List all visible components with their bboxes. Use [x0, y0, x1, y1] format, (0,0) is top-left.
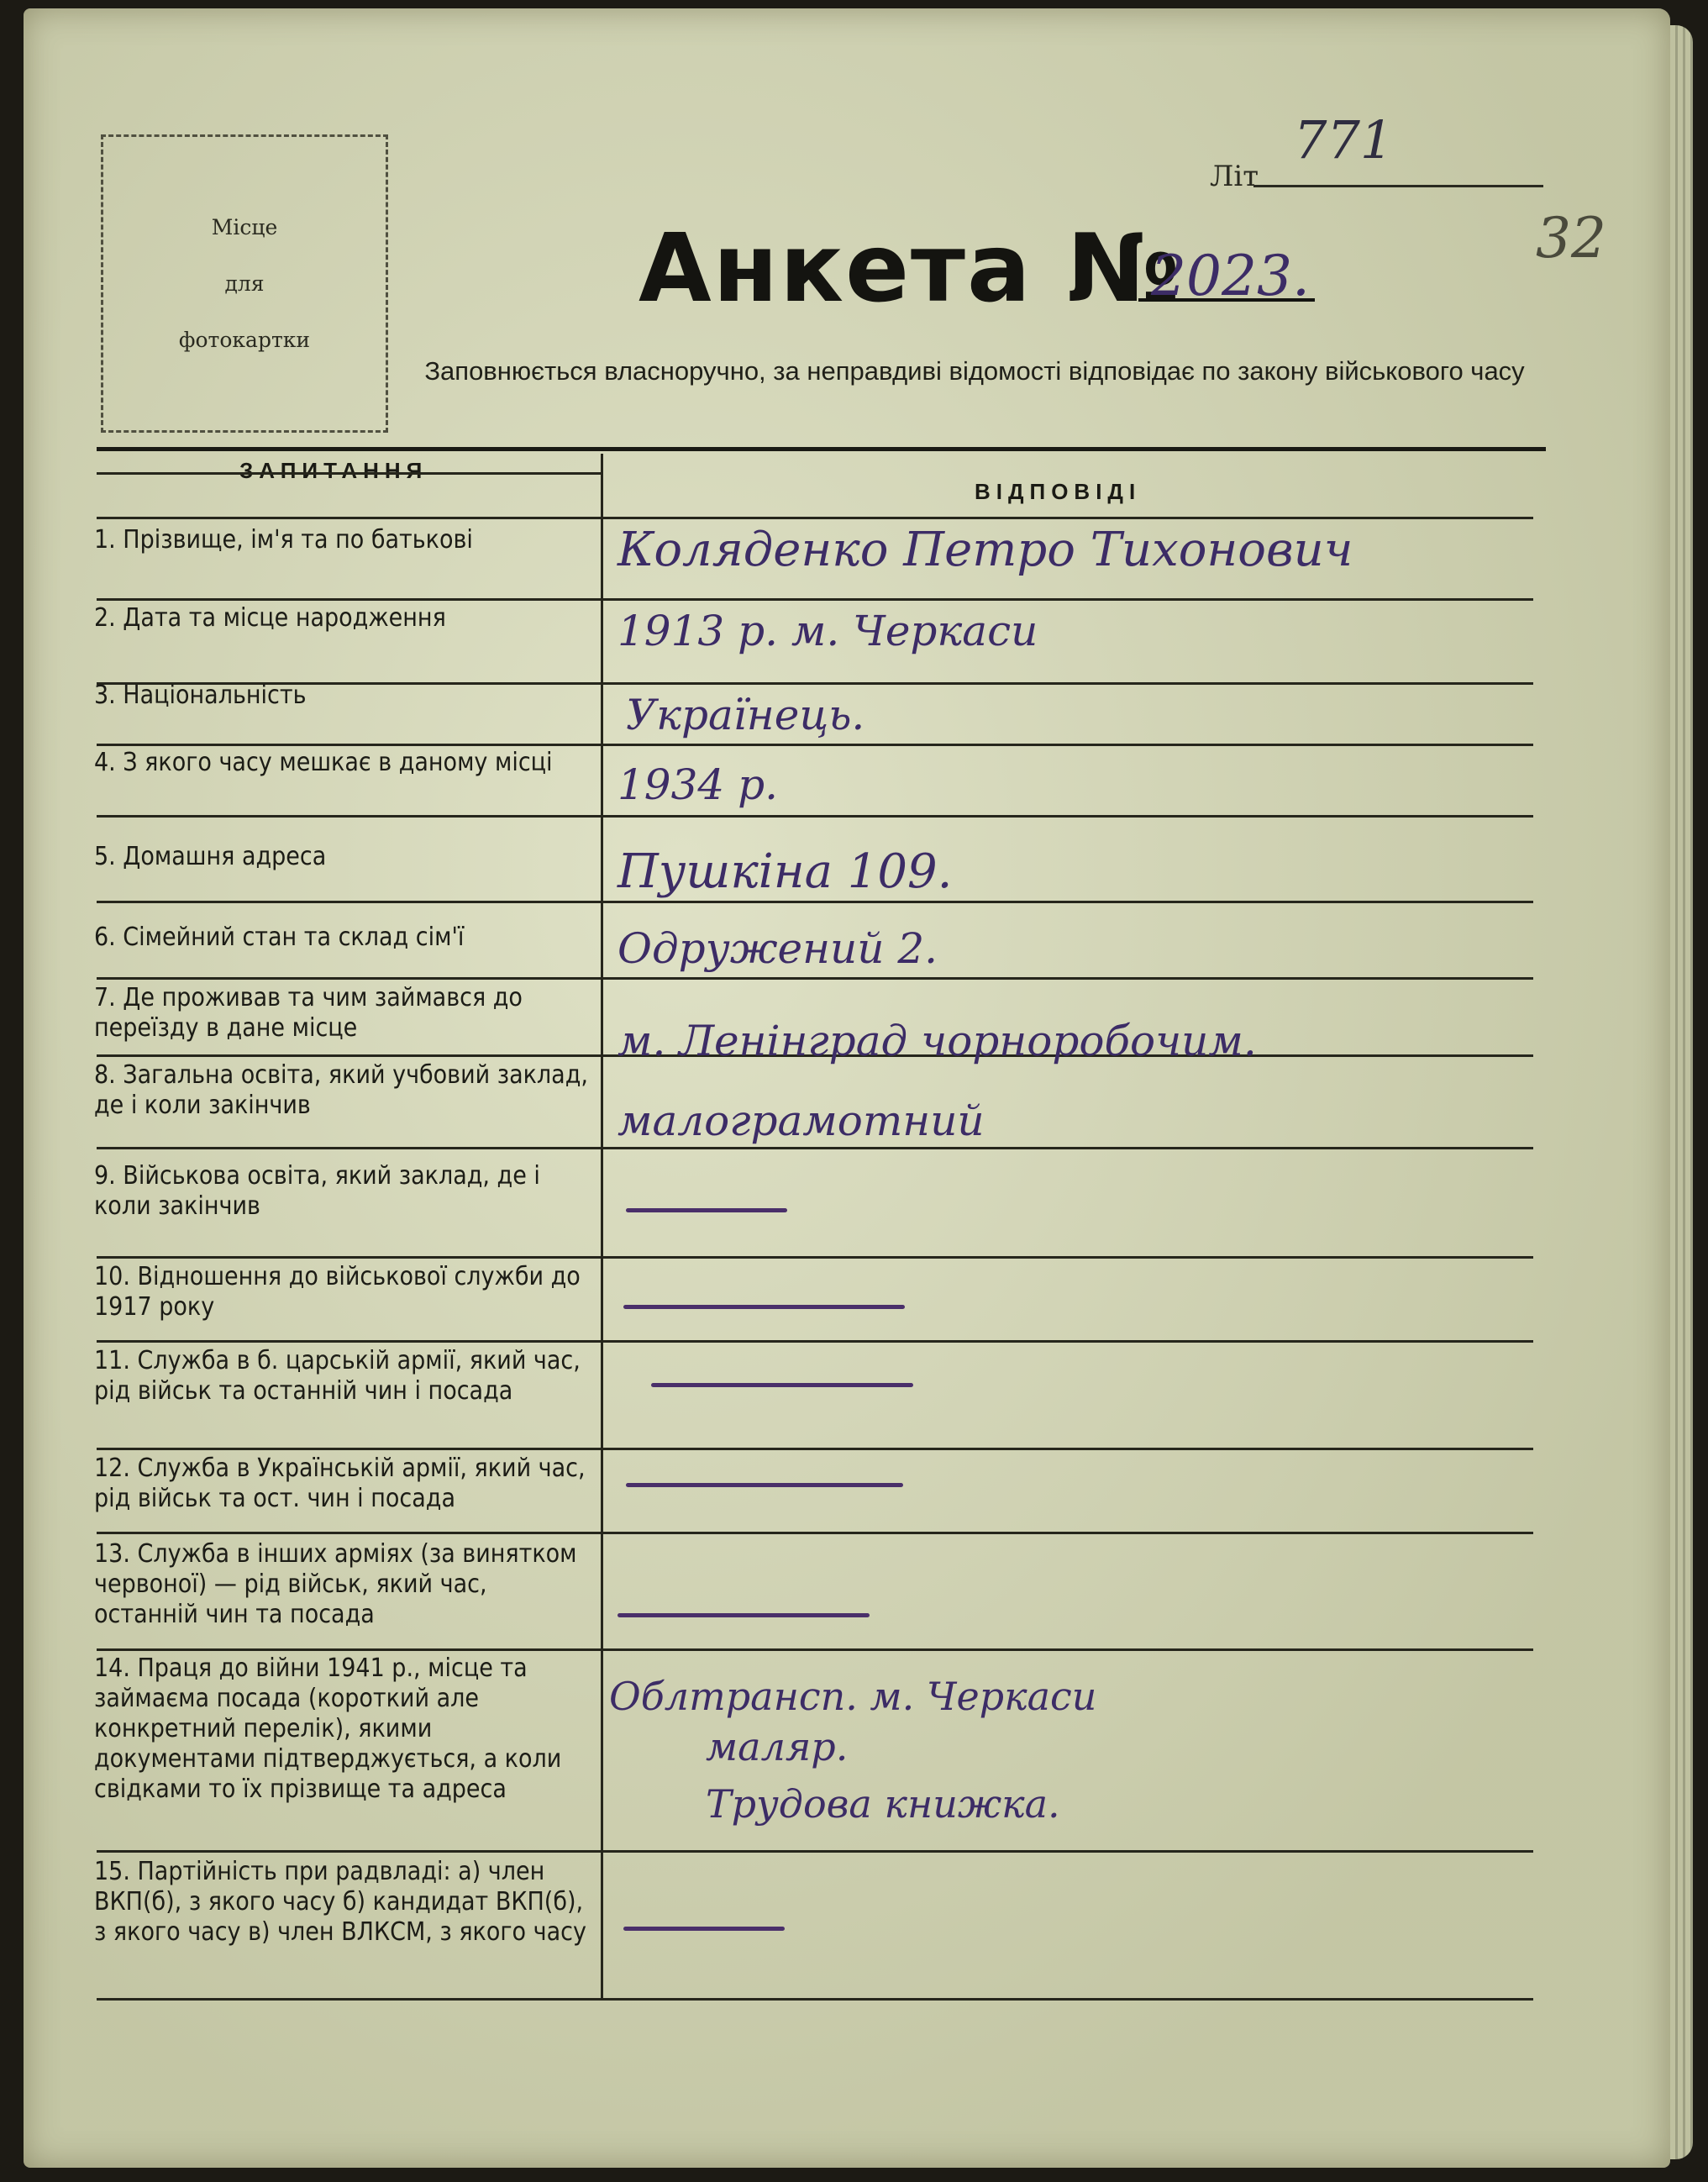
column-divider — [601, 454, 603, 2000]
answer-7: м. Ленінград чорноробочим. — [618, 1017, 1257, 1065]
answer-8: малограмотний — [618, 1096, 985, 1145]
questions-column-header: ЗАПИТАННЯ — [239, 458, 428, 483]
row-rule — [97, 598, 1533, 601]
answer-4: 1934 р. — [618, 760, 779, 809]
question-1: 1. Прізвище, ім'я та по батькові — [94, 525, 473, 555]
lit-value: 771 — [1294, 109, 1394, 171]
empty-answer-dash-11 — [651, 1383, 913, 1387]
photo-placeholder-box — [101, 134, 388, 433]
row-rule — [97, 472, 601, 475]
question-3: 3. Національність — [94, 681, 307, 710]
photo-box-line-1: Місце — [211, 215, 278, 239]
answer-14-line-3: Трудова книжка. — [706, 1781, 1060, 1827]
question-7: 7. Де проживав та чим займався до переїзду в дане місце — [94, 983, 523, 1043]
row-rule — [97, 901, 1533, 903]
row-rule — [97, 517, 1533, 519]
question-6: 6. Сімейний стан та склад сім'ї — [94, 923, 465, 952]
question-4: 4. З якого часу мешкає в даному місці — [94, 748, 553, 777]
question-12: 12. Служба в Українській армії, який час, рід військ та ост. чин і посада — [94, 1454, 586, 1513]
empty-answer-dash-13 — [618, 1613, 870, 1617]
empty-answer-dash-15 — [623, 1927, 785, 1931]
row-rule — [97, 1648, 1533, 1651]
answer-5: Пушкіна 109. — [618, 844, 953, 899]
empty-answer-dash-9 — [626, 1208, 787, 1212]
row-rule — [97, 744, 1533, 746]
question-13: 13. Служба в інших арміях (за винятком червоної) — рід військ, який час, останній чин та посада — [94, 1539, 577, 1629]
empty-answer-dash-12 — [626, 1483, 903, 1487]
table-top-rule — [97, 447, 1546, 451]
answer-14-line-2: маляр. — [706, 1724, 849, 1769]
question-9: 9. Військова освіта, який заклад, де і коли закінчив — [94, 1161, 540, 1221]
question-8: 8. Загальна освіта, який учбовий заклад, де і коли закінчив — [94, 1060, 588, 1120]
row-rule — [97, 1850, 1533, 1853]
question-5: 5. Домашня адреса — [94, 842, 327, 871]
row-rule — [97, 1448, 1533, 1450]
answer-2: 1913 р. м. Черкаси — [618, 607, 1038, 655]
row-rule — [97, 1532, 1533, 1534]
row-rule — [97, 977, 1533, 980]
row-rule — [97, 1147, 1533, 1149]
question-11: 11. Служба в б. царській армії, який час, рід військ та останній чин і посада — [94, 1346, 581, 1406]
answer-6: Одружений 2. — [618, 924, 938, 973]
form-subtitle: Заповнюється власноручно, за неправдиві відомості відповідає по закону військового часу — [424, 356, 1525, 386]
question-15: 15. Партійність при радвладі: а) член ВКП(б), з якого часу б) кандидат ВКП(б), з якого часу в) член ВЛКСМ, з якого часу — [94, 1857, 586, 1947]
corner-page-number: 32 — [1536, 206, 1606, 271]
question-14: 14. Праця до війни 1941 р., місце та займаєма посада (короткий але конкретний перелік), якими документами підтверджується, а коли свідками то їх прізвище та адреса — [94, 1654, 562, 1804]
answer-1: Коляденко Петро Тихонович — [618, 523, 1353, 577]
lit-label: Літ — [1210, 160, 1259, 193]
row-rule — [97, 1340, 1533, 1343]
lit-underline — [1253, 185, 1543, 187]
question-2: 2. Дата та місце народження — [94, 603, 446, 633]
empty-answer-dash-10 — [623, 1305, 905, 1309]
answer-3: Українець. — [626, 691, 865, 739]
photo-box-line-3: фотокартки — [178, 328, 311, 352]
answer-14-line-1: Облтрансп. м. Черкаси — [609, 1674, 1097, 1719]
answers-column-header: ВІДПОВІДІ — [975, 479, 1142, 504]
form-number: 2023. — [1151, 244, 1310, 308]
form-title: Анкета № — [639, 214, 1182, 323]
row-rule — [97, 815, 1533, 818]
photo-box-line-2: для — [224, 271, 265, 296]
row-rule — [97, 1256, 1533, 1259]
question-10: 10. Відношення до військової служби до 1917 року — [94, 1262, 581, 1322]
table-bottom-rule — [97, 1998, 1533, 2001]
